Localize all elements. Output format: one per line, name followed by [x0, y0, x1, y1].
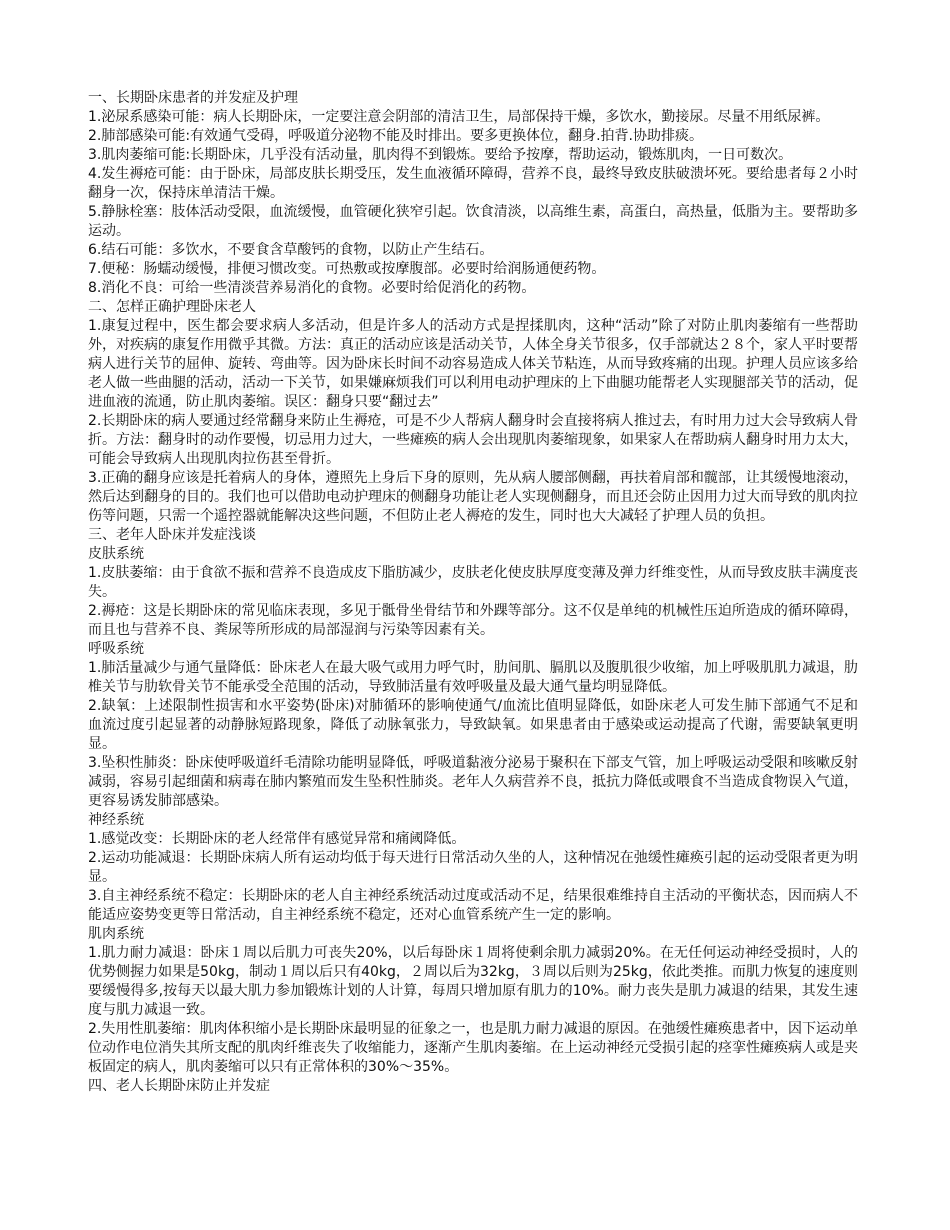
- section-heading-4: 四、老人长期卧床防止并发症: [88, 1078, 270, 1094]
- section-heading-2: 二、怎样正确护理卧床老人: [88, 299, 256, 315]
- paragraph: 1.泌尿系感染可能：病人长期卧床，一定要注意会阴部的清洁卫生，局部保持干燥，多饮水，勤接尿。尽量不用纸尿裤。: [88, 109, 830, 125]
- paragraph: 3.坠积性肺炎：卧床使呼吸道纤毛清除功能明显降低，呼吸道黏液分泌易于聚积在下部支气管，加上呼吸运动受限和咳嗽反射减弱，容易引起细菌和病毒在肺内繁殖而发生坠积性肺炎。老年人久病营养不良，抵抗力降低或喂食不当造成食物误入气道，更容易诱发肺部感染。: [88, 755, 858, 809]
- subheading-respiratory: 呼吸系统: [88, 641, 144, 657]
- subheading-skin: 皮肤系统: [88, 546, 144, 562]
- paragraph: 3.肌肉萎缩可能:长期卧床，几乎没有活动量，肌肉得不到锻炼。要给予按摩，帮助运动，锻炼肌肉，一日可数次。: [88, 147, 793, 163]
- subheading-nervous: 神经系统: [88, 812, 144, 828]
- paragraph: 1.肺活量减少与通气量降低：卧床老人在最大吸气或用力呼气时，肋间肌、膈肌以及腹肌很少收缩，加上呼吸肌肌力减退，肋椎关节与肋软骨关节不能承受全范围的活动，导致肺活量有效呼吸量及最大通气量均明显降低。: [88, 660, 858, 695]
- paragraph: 1.康复过程中，医生都会要求病人多活动，但是许多人的活动方式是捏揉肌肉，这种“活动”除了对防止肌肉萎缩有一些帮助外，对疾病的康复作用微乎其微。方法：真正的活动应该是活动关节，人体全身关节很多，仅手部就达２８个，家人平时要帮病人进行关节的屈伸、旋转、弯曲等。因为卧床长时间不动容易造成人体关节粘连，从而导致疼痛的出现。护理人员应该多给老人做一些曲腿的活动，活动一下关节，如果嫌麻烦我们可以利用电动护理床的上下曲腿功能帮老人实现腿部关节的活动，促进血液的流通，防止肌肉萎缩。误区：翻身只要“翻过去”: [88, 318, 858, 410]
- paragraph: 2.褥疮：这是长期卧床的常见临床表现，多见于骶骨坐骨结节和外踝等部分。这不仅是单纯的机械性压迫所造成的循环障碍，而且也与营养不良、粪尿等所形成的局部湿润与污染等因素有关。: [88, 603, 858, 638]
- paragraph: 6.结石可能：多饮水，不要食含草酸钙的食物，以防止产生结石。: [88, 242, 494, 258]
- paragraph: 1.感觉改变：长期卧床的老人经常伴有感觉异常和痛阈降低。: [88, 831, 466, 847]
- paragraph: 2.肺部感染可能:有效通气受碍，呼吸道分泌物不能及时排出。要多更换体位，翻身.拍背.协助排痰。: [88, 128, 703, 144]
- paragraph: 2.缺氧：上述限制性损害和水平姿势(卧床)对肺循环的影响使通气/血流比值明显降低，如卧床老人可发生肺下部通气不足和血流过度引起显著的动静脉短路现象，降低了动脉氧张力，导致缺氧。如果患者由于感染或运动提高了代谢，需要缺氧更明显。: [88, 698, 858, 752]
- paragraph: 7.便秘：肠蠕动缓慢，排便习惯改变。可热敷或按摩腹部。必要时给润肠通便药物。: [88, 261, 606, 277]
- section-heading-3: 三、老年人卧床并发症浅谈: [88, 527, 256, 543]
- paragraph: 4.发生褥疮可能：由于卧床，局部皮肤长期受压，发生血液循环障碍，营养不良，最终导致皮肤破溃坏死。要给患者每２小时翻身一次，保持床单清洁干燥。: [88, 166, 858, 201]
- document-body: [88, 89, 858, 1096]
- paragraph: 3.正确的翻身应该是托着病人的身体，遵照先上身后下身的原则，先从病人腰部侧翻，再扶着肩部和髋部，让其缓慢地滚动，然后达到翻身的目的。我们也可以借助电动护理床的侧翻身功能让老人实现侧翻身，而且还会防止因用力过大而导致的肌肉拉伤等问题，只需一个遥控器就能解决这些问题，不但防止老人褥疮的发生，同时也大大减轻了护理人员的负担。: [88, 470, 858, 524]
- paragraph: 5.静脉栓塞：肢体活动受限，血流缓慢，血管硬化狭窄引起。饮食清淡，以高维生素，高蛋白，高热量，低脂为主。要帮助多运动。: [88, 204, 858, 239]
- paragraph: 2.长期卧床的病人要通过经常翻身来防止生褥疮，可是不少人帮病人翻身时会直接将病人推过去，有时用力过大会导致病人骨折。方法：翻身时的动作要慢，切忌用力过大，一些瘫痪的病人会出现肌肉萎缩现象，如果家人在帮助病人翻身时用力太大，可能会导致病人出现肌肉拉伤甚至骨折。: [88, 413, 858, 467]
- paragraph: 1.肌力耐力减退：卧床１周以后肌力可丧失20%，以后每卧床１周将使剩余肌力减弱20%。在无任何运动神经受损时，人的优势侧握力如果是50kg，制动１周以后只有40kg，２周以后为32kg，３周以后则为25kg，依此类推。而肌力恢复的速度则要缓慢得多,按每天以最大肌力参加锻炼计划的人计算，每周只增加原有肌力的10%。耐力丧失是肌力减退的结果，其发生速度与肌力减退一致。: [88, 945, 858, 1018]
- paragraph: 2.运动功能减退：长期卧床病人所有运动均低于每天进行日常活动久坐的人，这种情况在弛缓性瘫痪引起的运动受限者更为明显。: [88, 850, 858, 885]
- section-heading-1: 一、长期卧床患者的并发症及护理: [88, 90, 298, 106]
- subheading-muscle: 肌肉系统: [88, 926, 144, 942]
- paragraph: 2.失用性肌萎缩：肌肉体积缩小是长期卧床最明显的征象之一，也是肌力耐力减退的原因。在弛缓性瘫痪患者中，因下运动单位动作电位消失其所支配的肌肉纤维丧失了收缩能力，逐渐产生肌肉萎缩。在上运动神经元受损引起的痉挛性瘫痪病人或是夹板固定的病人，肌肉萎缩可以只有正常体积的30%～35%。: [88, 1021, 858, 1075]
- paragraph: 8.消化不良：可给一些清淡营养易消化的食物。必要时给促消化的药物。: [88, 280, 536, 296]
- paragraph: 1.皮肤萎缩：由于食欲不振和营养不良造成皮下脂肪减少，皮肤老化使皮肤厚度变薄及弹力纤维变性，从而导致皮肤丰满度丧失。: [88, 565, 858, 600]
- paragraph: 3.自主神经系统不稳定：长期卧床的老人自主神经系统活动过度或活动不足，结果很难维持自主活动的平衡状态，因而病人不能适应姿势变更等日常活动，自主神经系统不稳定，还对心血管系统产生一定的影响。: [88, 888, 858, 923]
